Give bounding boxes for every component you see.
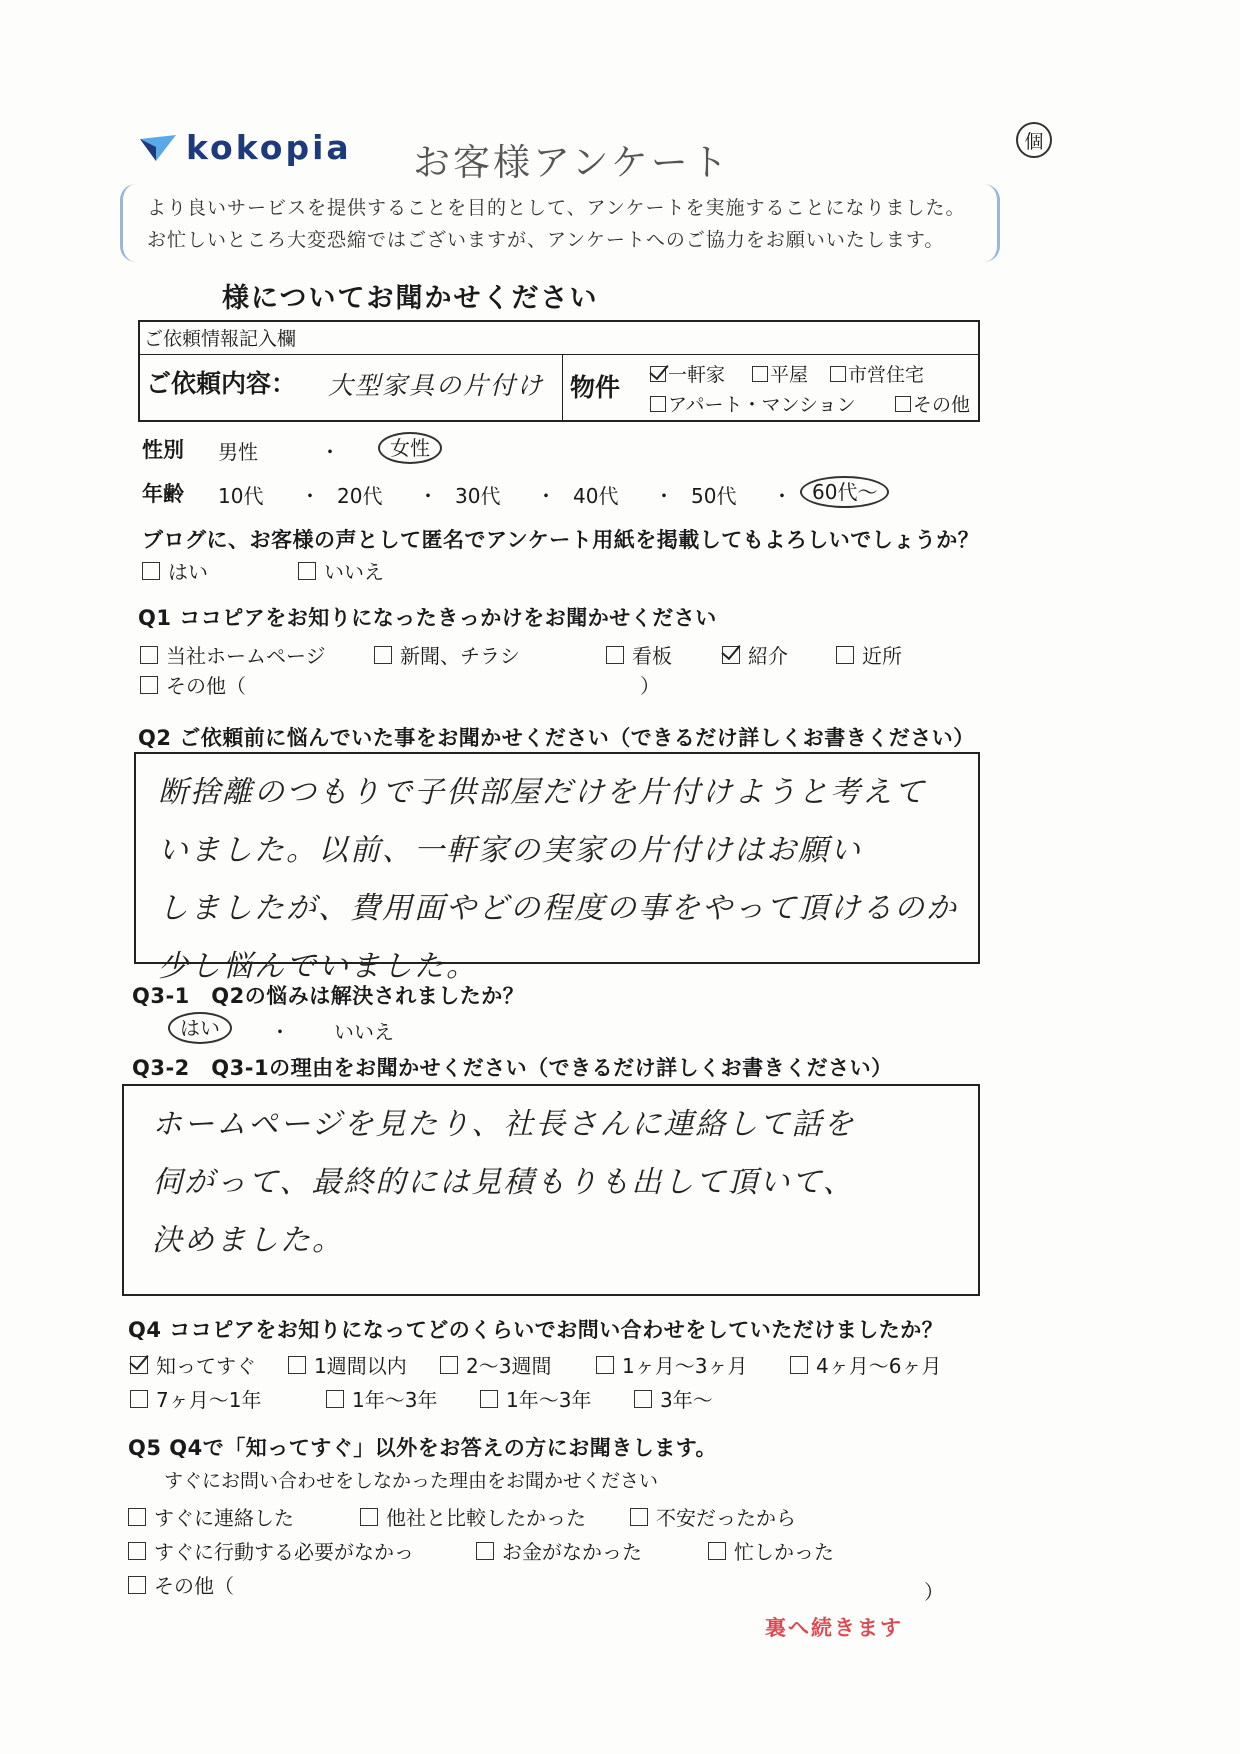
age-option-30s[interactable]: 30代: [455, 484, 501, 508]
separator: ・: [654, 484, 674, 508]
checkbox[interactable]: [790, 1356, 808, 1374]
brand-name: kokopia: [186, 128, 352, 167]
checkbox[interactable]: [128, 1542, 146, 1560]
property-label: 物件: [570, 373, 621, 402]
q4-option-immediately[interactable]: 知ってすぐ: [130, 1350, 256, 1379]
q5-title: Q5 Q4で「知ってすぐ」以外をお答えの方にお聞きします。: [128, 1436, 718, 1460]
checkbox[interactable]: [140, 676, 158, 694]
q4-option-4-6-months[interactable]: 4ヶ月〜6ヶ月: [790, 1350, 941, 1379]
property-option-apartment[interactable]: アパート・マンション: [650, 390, 856, 417]
q3-2-answer-box[interactable]: [122, 1084, 980, 1296]
section-heading: 様についてお聞かせください: [222, 283, 599, 314]
q1-option-other[interactable]: その他（: [140, 670, 246, 699]
q1-option-signboard[interactable]: 看板: [606, 640, 672, 669]
q4-option-2-3-weeks[interactable]: 2〜3週間: [440, 1350, 551, 1379]
property-option-municipal-housing[interactable]: 市営住宅: [830, 360, 924, 387]
q3-1-option-yes-selected[interactable]: はい: [168, 1012, 232, 1041]
q1-option-neighborhood[interactable]: 近所: [836, 640, 902, 669]
q5-option-compare-others[interactable]: 他社と比較したかった: [360, 1502, 586, 1531]
q3-1-option-no[interactable]: いいえ: [334, 1020, 394, 1044]
checkbox[interactable]: [634, 1390, 652, 1408]
q1-option-homepage[interactable]: 当社ホームページ: [140, 640, 326, 669]
age-option-50s[interactable]: 50代: [691, 484, 737, 508]
q3-2-title: Q3-2 Q3-1の理由をお聞かせください（できるだけ詳しくお書きください）: [132, 1056, 893, 1080]
paper-plane-icon: [138, 131, 178, 165]
q5-option-no-need[interactable]: すぐに行動する必要がなかっ: [128, 1536, 414, 1565]
age-option-10s[interactable]: 10代: [218, 484, 264, 508]
request-info-box: [138, 320, 980, 422]
age-option-20s[interactable]: 20代: [337, 484, 383, 508]
q4-option-1-3-months[interactable]: 1ヶ月〜3ヶ月: [596, 1350, 747, 1379]
intro-box: [120, 184, 1000, 262]
q1-option-newspaper[interactable]: 新聞、チラシ: [374, 640, 520, 669]
age-option-60s-selected[interactable]: 60代〜: [800, 476, 889, 505]
checkbox-checked[interactable]: [650, 366, 666, 382]
checkbox[interactable]: [326, 1390, 344, 1408]
checkbox[interactable]: [480, 1390, 498, 1408]
checkbox[interactable]: [142, 562, 160, 580]
blog-option-yes[interactable]: はい: [142, 556, 208, 585]
request-label: ご依頼内容：: [146, 369, 297, 398]
request-value-field[interactable]: 大型家具の片付け: [328, 371, 545, 400]
q2-answer-text: 断捨離のつもりで子供部屋だけを片付けようと考えて いました。以前、一軒家の実家の片付けはお願い しましたが、費用面やどの程度の事をやって頂けるのか 少し悩んでいました。: [158, 775, 958, 984]
divider: [562, 354, 563, 420]
property-option-detached-house[interactable]: 一軒家: [650, 360, 725, 387]
divider: [140, 354, 978, 355]
q4-option-7m-1y[interactable]: 7ヶ月〜1年: [130, 1384, 261, 1413]
checkbox[interactable]: [128, 1508, 146, 1526]
q5-option-contacted-immediately[interactable]: すぐに連絡した: [128, 1502, 294, 1531]
checkbox[interactable]: [288, 1356, 306, 1374]
gender-label: 性別: [142, 438, 184, 462]
checkbox[interactable]: [130, 1390, 148, 1408]
age-label: 年齢: [142, 482, 184, 506]
blog-question: ブログに、お客様の声として匿名でアンケート用紙を掲載してもよろしいでしょうか？: [142, 528, 980, 552]
property-option-other[interactable]: その他: [895, 390, 970, 417]
age-option-40s[interactable]: 40代: [573, 484, 619, 508]
checkbox[interactable]: [606, 646, 624, 664]
separator: ・: [270, 1020, 290, 1044]
q1-other-close: ）: [640, 674, 660, 698]
checkbox[interactable]: [596, 1356, 614, 1374]
checkbox[interactable]: [650, 396, 666, 412]
gender-option-female-selected[interactable]: 女性: [378, 432, 442, 461]
intro-line-2: お忙しいところ大変恐縮ではございますが、アンケートへのご協力をお願いいたします。: [147, 229, 945, 251]
q4-option-1-3-years-b[interactable]: 1年〜3年: [480, 1384, 591, 1413]
checkbox[interactable]: [830, 366, 846, 382]
q3-2-answer-text: ホームページを見たり、社長さんに連絡して話を 伺がって、最終的には見積もりも出して頂いて、 決めました。: [152, 1107, 856, 1258]
checkbox[interactable]: [374, 646, 392, 664]
checkbox[interactable]: [708, 1542, 726, 1560]
separator: ・: [772, 484, 792, 508]
checkbox-checked[interactable]: [130, 1356, 148, 1374]
q5-option-no-money[interactable]: お金がなかった: [476, 1536, 642, 1565]
brand-logo: [138, 128, 352, 167]
separator: ・: [536, 484, 556, 508]
q4-title: Q4 ココピアをお知りになってどのくらいでお問い合わせをしていただけましたか？: [128, 1318, 944, 1342]
q5-option-busy[interactable]: 忙しかった: [708, 1536, 834, 1565]
checkbox[interactable]: [140, 646, 158, 664]
blog-option-no[interactable]: いいえ: [298, 556, 384, 585]
gender-option-male[interactable]: 男性: [218, 440, 258, 464]
checkbox[interactable]: [476, 1542, 494, 1560]
separator: ・: [418, 484, 438, 508]
q4-option-1-3-years-a[interactable]: 1年〜3年: [326, 1384, 437, 1413]
q2-answer-box[interactable]: [134, 752, 980, 984]
checkbox[interactable]: [752, 366, 768, 382]
q5-option-anxious[interactable]: 不安だったから: [630, 1502, 796, 1531]
separator: ・: [300, 484, 320, 508]
personal-badge: 個: [1016, 122, 1052, 158]
checkbox[interactable]: [836, 646, 854, 664]
checkbox[interactable]: [298, 562, 316, 580]
property-option-one-story[interactable]: 平屋: [752, 360, 808, 387]
request-info-caption: ご依頼情報記入欄: [144, 328, 297, 350]
q5-other-close: ）: [924, 1580, 944, 1604]
checkbox[interactable]: [128, 1576, 146, 1594]
checkbox[interactable]: [360, 1508, 378, 1526]
intro-line-1: より良いサービスを提供することを目的として、アンケートを実施することになりました。: [147, 197, 966, 219]
q5-option-other[interactable]: その他（: [128, 1570, 234, 1599]
q3-1-title: Q3-1 Q2の悩みは解決されましたか？: [132, 984, 525, 1008]
continued-on-back-note: 裏へ続きます: [765, 1616, 903, 1640]
q2-title: Q2 ご依頼前に悩んでいた事をお聞かせください（できるだけ詳しくお書きください）: [138, 726, 975, 750]
checkbox[interactable]: [895, 396, 911, 412]
separator: ・: [320, 440, 340, 464]
checkbox[interactable]: [630, 1508, 648, 1526]
q4-option-within-week[interactable]: 1週間以内: [288, 1350, 407, 1379]
q5-subtitle: すぐにお問い合わせをしなかった理由をお聞かせください: [164, 1470, 659, 1492]
document-title: お客様アンケート: [413, 141, 731, 184]
q1-option-referral[interactable]: 紹介: [722, 640, 788, 669]
q1-title: Q1 ココピアをお知りになったきっかけをお聞かせください: [138, 606, 717, 630]
q4-option-3-years-plus[interactable]: 3年〜: [634, 1384, 713, 1413]
checkbox[interactable]: [440, 1356, 458, 1374]
checkbox-checked[interactable]: [722, 646, 740, 664]
